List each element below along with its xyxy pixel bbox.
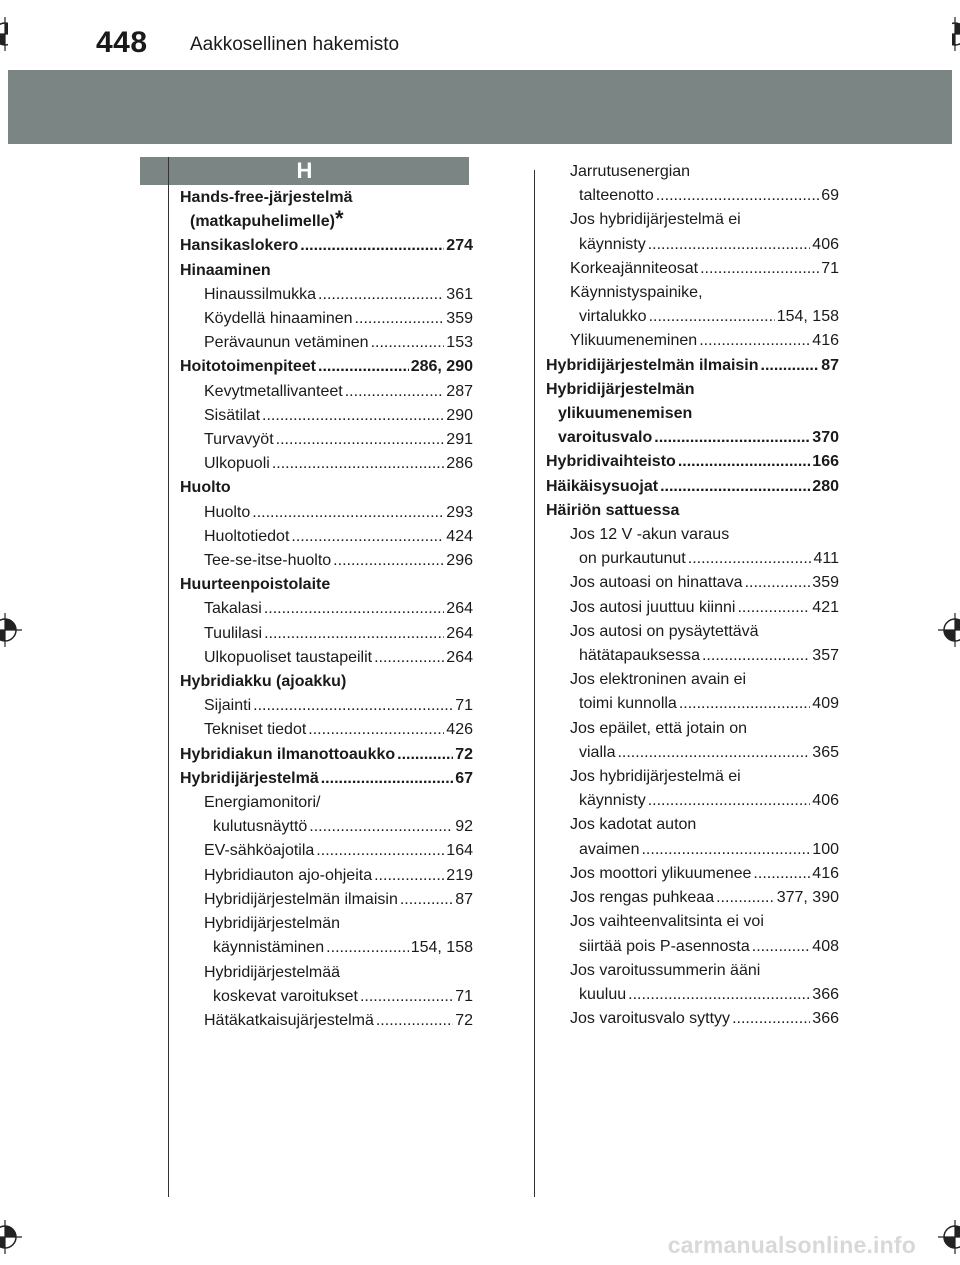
index-entry: [180, 622, 473, 646]
index-entry: [180, 718, 473, 742]
index-entry-text: Sijainti: [204, 697, 252, 715]
index-entry-page: 359: [812, 574, 839, 592]
index-entry: [180, 839, 473, 863]
index-entry: [180, 380, 473, 404]
index-entry: [546, 329, 839, 353]
index-entry-text: virtalukko: [579, 308, 647, 326]
index-entry-page: 357: [812, 647, 839, 665]
dot-leader: [252, 501, 444, 525]
index-entry-text: Perävaunun vetäminen: [204, 334, 369, 352]
index-entry-page: 153: [446, 334, 473, 352]
index-entry: [546, 378, 839, 402]
index-entry: [180, 476, 473, 500]
index-entry-page: 421: [812, 598, 839, 616]
index-entry-text: Hansikaslokero: [180, 237, 299, 255]
index-entry: [180, 936, 473, 960]
index-entry-text: vialla: [579, 743, 616, 761]
index-entry-text: Jos hybridijärjestelmä ei: [570, 768, 741, 786]
dot-leader: [318, 355, 409, 379]
index-entry-page: 71: [455, 987, 473, 1005]
dot-leader: [333, 549, 444, 573]
dot-leader: [321, 767, 453, 791]
index-entry-page: 409: [812, 695, 839, 713]
index-entry-text: Hoitotoimenpiteet: [180, 358, 316, 376]
dot-leader: [264, 622, 444, 646]
index-entry: [180, 283, 473, 307]
registration-mark-icon: [938, 613, 960, 647]
index-entry: [180, 573, 473, 597]
index-entry-page: 100: [812, 840, 839, 858]
index-entry-text: Hybridijärjestelmää: [204, 963, 341, 981]
page-title: Aakkosellinen hakemisto: [190, 34, 400, 55]
index-entry-text: Jos moottori ylikuumenee: [570, 864, 752, 882]
dot-leader: [345, 380, 445, 404]
index-entry-text: Jos varoitusvalo syttyy: [570, 1010, 731, 1028]
index-entry: [546, 983, 839, 1007]
index-entry-text: hätätapauksessa: [579, 647, 700, 665]
dot-leader: [761, 354, 820, 378]
index-entry: [180, 525, 473, 549]
dot-leader: [745, 571, 811, 595]
watermark: carmanualsonline.info: [667, 1232, 916, 1258]
index-entry-page: 154, 158: [410, 939, 473, 957]
index-entry-page: 370: [812, 429, 839, 447]
index-entry-page: 291: [446, 431, 473, 449]
index-entry-text: Häikäisysuojat: [546, 477, 659, 495]
index-entry-page: 219: [446, 866, 473, 884]
index-entry-text: Jos hybridijärjestelmä ei: [570, 211, 741, 229]
index-entry-text: Jos vaihteenvalitsinta ei voi: [570, 913, 764, 931]
index-entry-page: 411: [813, 550, 839, 568]
index-entry: [546, 789, 839, 813]
index-entry: [546, 547, 839, 571]
index-entry-page: 365: [812, 743, 839, 761]
index-entry: [546, 184, 839, 208]
index-entry-text: kulutusnäyttö: [213, 818, 308, 836]
index-entry-page: 290: [446, 406, 473, 424]
index-entry-text: Huoltotiedot: [204, 527, 290, 545]
index-entry: [180, 694, 473, 718]
index-column-right: [546, 160, 839, 1031]
dot-leader: [397, 743, 453, 767]
index-entry-text: Jarrutusenergian: [570, 163, 691, 180]
dot-leader: [649, 305, 775, 329]
index-entry: [546, 475, 839, 499]
dot-leader: [253, 694, 453, 718]
index-entry: [180, 307, 473, 331]
index-column-left: [180, 186, 473, 1033]
index-entry-page: 87: [821, 356, 839, 374]
dot-leader: [679, 692, 810, 716]
index-entry: [180, 1009, 473, 1033]
dot-leader: [264, 597, 444, 621]
dot-leader: [654, 426, 810, 450]
dot-leader: [316, 839, 444, 863]
index-entry: [546, 765, 839, 789]
dot-leader: [326, 936, 409, 960]
index-entry-page: 274: [446, 237, 473, 255]
index-entry-text: Hybridijärjestelmä: [180, 769, 319, 787]
index-entry: [180, 961, 473, 985]
dot-leader: [688, 547, 812, 571]
index-entry-text: Turvavyöt: [204, 431, 274, 449]
dot-leader: [400, 888, 453, 912]
dot-leader: [276, 428, 445, 452]
index-entry-page: 287: [446, 382, 473, 400]
index-entry-text: on purkautunut: [579, 550, 686, 568]
dot-leader: [300, 234, 444, 258]
index-entry: [546, 692, 839, 716]
index-entry-page: 92: [455, 818, 473, 836]
index-entry-text: Hinaussilmukka: [204, 285, 317, 303]
index-entry-text: Energiamonitori/: [204, 794, 321, 812]
index-entry-page: 264: [446, 600, 473, 618]
index-entry-page: 408: [812, 937, 839, 955]
index-entry-text: Jos autosi juuttuu kiinni: [570, 598, 736, 616]
section-letter: H: [296, 158, 313, 183]
index-entry: [546, 910, 839, 934]
index-entry: [180, 234, 473, 258]
index-entry-text: toimi kunnolla: [579, 695, 677, 713]
index-entry: [180, 791, 473, 815]
index-entry-text: käynnisty: [579, 235, 646, 253]
dot-leader: [656, 184, 819, 208]
index-entry-text: Jos autoasi on hinattava: [570, 574, 743, 592]
index-entry-text: käynnisty: [579, 792, 646, 810]
index-entry-text: (matkapuhelimelle): [190, 213, 335, 231]
dot-leader: [360, 985, 453, 1009]
index-entry: [546, 717, 839, 741]
index-entry-text: Jos kadotat auton: [570, 816, 697, 834]
index-entry-page: 424: [446, 527, 473, 545]
index-entry-page: 296: [446, 552, 473, 570]
index-entry-text: Tuulilasi: [204, 624, 263, 642]
index-entry: [180, 428, 473, 452]
index-entry: [546, 208, 839, 232]
index-entry-text: Hybridiakku (ajoakku): [180, 673, 347, 691]
index-entry-page: 406: [812, 792, 839, 810]
index-entry-text: varoitusvalo: [558, 429, 653, 447]
dot-leader: [617, 741, 810, 765]
column-divider-left: [168, 157, 169, 1197]
dot-leader: [318, 283, 444, 307]
index-entry-text: avaimen: [579, 840, 640, 858]
index-entry-text: Ylikuumeneminen: [570, 332, 698, 350]
index-entry-page: 426: [446, 721, 473, 739]
header-strip: [8, 20, 952, 70]
index-entry-text: Huurteenpoistolaite: [180, 576, 331, 594]
index-entry-text: Sisätilat: [204, 406, 261, 424]
registration-mark-icon: [938, 1220, 960, 1254]
index-entry: [546, 596, 839, 620]
index-entry-text: Korkeajänniteosat: [570, 259, 699, 277]
index-entry-page: 264: [446, 648, 473, 666]
column-divider-middle: [534, 170, 535, 1197]
index-entry-page: 264: [446, 624, 473, 642]
index-entry-text: Hätäkatkaisujärjestelmä: [204, 1011, 374, 1029]
index-entry: [180, 186, 473, 210]
index-entry: [180, 888, 473, 912]
registration-mark-icon: [0, 1220, 22, 1254]
index-entry: [180, 355, 473, 379]
index-entry-text: Tee-se-itse-huolto: [204, 552, 332, 570]
index-entry: [546, 959, 839, 983]
index-entry: [180, 501, 473, 525]
index-entry-page: 361: [446, 285, 473, 303]
index-entry-text: Huolto: [180, 479, 231, 497]
dot-leader: [660, 475, 810, 499]
index-entry-page: 406: [812, 235, 839, 253]
index-entry: [546, 571, 839, 595]
dot-leader: [272, 452, 444, 476]
index-entry-page: 286: [446, 455, 473, 473]
index-entry: [180, 549, 473, 573]
index-entry: [546, 281, 839, 305]
index-entry-page: 164: [446, 842, 473, 860]
index-entry: [180, 985, 473, 1009]
index-entry: [546, 354, 839, 378]
dot-leader: [732, 1007, 810, 1031]
index-entry-page: 293: [446, 503, 473, 521]
index-entry-text: Tekniset tiedot: [204, 721, 307, 739]
index-entry-text: Jos 12 V -akun varaus: [570, 526, 730, 544]
index-entry-text: Huolto: [204, 503, 251, 521]
index-entry-page: 71: [821, 259, 839, 277]
dot-leader: [374, 646, 444, 670]
index-entry: [180, 404, 473, 428]
index-entry-text: Jos varoitussummerin ääni: [570, 961, 761, 979]
index-entry: [180, 452, 473, 476]
index-entry: [180, 743, 473, 767]
index-entry-page: 280: [812, 477, 839, 495]
index-entry-text: Jos rengas puhkeaa: [570, 889, 715, 907]
index-entry-text: EV-sähköajotila: [204, 842, 315, 860]
dot-leader: [628, 983, 810, 1007]
index-entry-text: koskevat varoitukset: [213, 987, 358, 1005]
index-entry-page: 154, 158: [776, 308, 839, 326]
index-entry-page: 166: [812, 453, 839, 471]
dot-leader: [700, 257, 819, 281]
index-entry: [546, 644, 839, 668]
index-entry-page: 71: [455, 697, 473, 715]
index-entry-text: Köydellä hinaaminen: [204, 310, 353, 328]
dot-leader: [262, 404, 444, 428]
index-entry-text: Kevytmetallivanteet: [204, 382, 343, 400]
dot-leader: [702, 644, 810, 668]
registration-mark-icon: [0, 613, 22, 647]
dot-leader: [308, 718, 444, 742]
index-entry-page: 366: [812, 1010, 839, 1028]
index-entry: [546, 233, 839, 257]
index-entry: [180, 259, 473, 283]
dot-leader: [309, 815, 453, 839]
index-entry: [180, 331, 473, 355]
index-entry-text: Jos autosi on pysäytettävä: [570, 622, 759, 640]
index-entry: [546, 450, 839, 474]
index-entry-text: Käynnistyspainike,: [570, 284, 703, 302]
index-entry-text: Häiriön sattuessa: [546, 501, 680, 519]
index-entry-text: talteenotto: [579, 187, 654, 205]
index-entry: [180, 597, 473, 621]
index-entry-text: Hybridijärjestelmän ilmaisin: [546, 356, 759, 374]
index-entry-text: Hybridiakun ilmanottoaukko: [180, 745, 396, 763]
index-entry-page: 416: [812, 864, 839, 882]
index-entry-text: Hybridijärjestelmän: [546, 380, 695, 398]
dot-leader: [374, 864, 444, 888]
index-entry-page: 416: [812, 332, 839, 350]
index-entry: [546, 402, 839, 426]
index-entry-text: kuuluu: [579, 985, 627, 1003]
index-entry: [546, 160, 839, 184]
index-entry: [546, 886, 839, 910]
index-entry: (matkapuhelimelle) *: [180, 210, 473, 234]
index-entry-text: Ulkopuoliset taustapeilit: [204, 648, 373, 666]
dot-leader: [641, 838, 810, 862]
index-entry-text: Jos elektroninen avain ei: [570, 671, 747, 689]
index-entry: [546, 862, 839, 886]
index-entry: [546, 257, 839, 281]
index-entry-page: 377, 390: [776, 889, 839, 907]
dot-leader: [737, 596, 810, 620]
dot-leader: [291, 525, 444, 549]
index-entry: [180, 815, 473, 839]
index-entry-page: 67: [455, 769, 473, 787]
index-entry: [546, 813, 839, 837]
index-entry-text: Hands-free-järjestelmä: [180, 189, 353, 206]
index-entry-text: käynnistäminen: [213, 939, 325, 957]
index-entry: [546, 523, 839, 547]
dot-leader: [648, 789, 811, 813]
dot-leader: [753, 862, 810, 886]
dot-leader: [648, 233, 811, 257]
index-entry: [180, 646, 473, 670]
index-entry-page: 359: [446, 310, 473, 328]
index-entry: [546, 838, 839, 862]
index-entry-text: Hybridivaihteisto: [546, 453, 676, 471]
index-entry: [180, 864, 473, 888]
index-entry: [546, 499, 839, 523]
index-entry: [180, 767, 473, 791]
index-entry: [546, 305, 839, 329]
index-entry: [546, 668, 839, 692]
index-entry-page: 72: [455, 745, 473, 763]
dot-leader: [716, 886, 775, 910]
index-entry-text: siirtää pois P-asennosta: [579, 937, 750, 955]
index-entry: [546, 935, 839, 959]
index-entry-page: 72: [455, 1011, 473, 1029]
index-entry-text: Hinaaminen: [180, 261, 271, 279]
index-entry-text: Ulkopuoli: [204, 455, 270, 473]
index-entry: [546, 1007, 839, 1031]
index-entry: [180, 912, 473, 936]
index-entry: [546, 620, 839, 644]
page-number: 448: [96, 26, 148, 59]
index-entry-text: Hybridijärjestelmän ilmaisin: [204, 890, 398, 908]
dot-leader: [699, 329, 810, 353]
index-entry-page: 87: [455, 890, 473, 908]
index-entry: [546, 741, 839, 765]
index-entry-page: 286, 290: [410, 358, 473, 376]
index-entry: [546, 426, 839, 450]
index-entry-text: Takalasi: [204, 600, 262, 618]
dot-leader: [678, 450, 810, 474]
index-entry-page: 69: [821, 187, 839, 205]
dot-leader: [376, 1009, 453, 1033]
index-entry-text: Jos epäilet, että jotain on: [570, 719, 748, 737]
index-entry-text: Hybridijärjestelmän: [204, 915, 341, 933]
index-entry-text: Hybridiauton ajo-ohjeita: [204, 866, 373, 884]
section-letter-banner: [140, 157, 469, 185]
dot-leader: [371, 331, 445, 355]
index-entry-page: 366: [812, 985, 839, 1003]
dot-leader: [355, 307, 445, 331]
index-entry-text: ylikuumenemisen: [558, 405, 693, 423]
dot-leader: [752, 935, 811, 959]
index-entry: [180, 670, 473, 694]
